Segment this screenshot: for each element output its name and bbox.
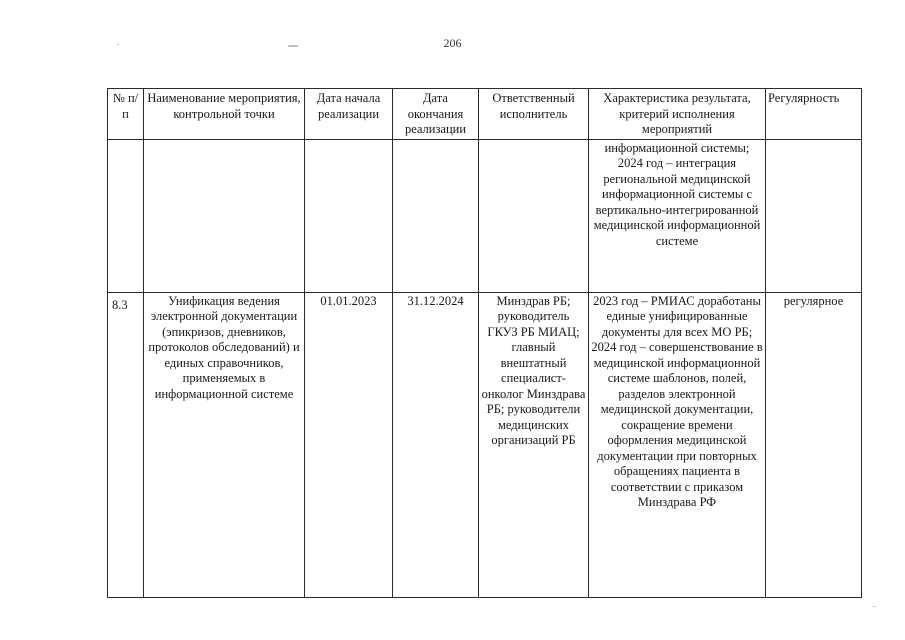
scan-speck <box>117 44 119 45</box>
table-header-row <box>108 89 862 140</box>
table-row <box>108 292 862 597</box>
cell-responsible: Минздрав РБ; руководитель ГКУЗ РБ МИАЦ; главный внештатный специалист-онколог Минздрава РБ; руководители медицинских организаций РБ <box>479 292 589 597</box>
cell-num <box>108 139 144 292</box>
cell-name <box>144 139 305 292</box>
header-result: Характеристика результата, критерий исполнения мероприятий <box>589 89 766 140</box>
cell-result: информационной системы; 2024 год – интеграция региональной медицинской информационной системы с вертикально-интегрированной медицинской информационной системе <box>589 139 766 292</box>
cell-regularity <box>766 139 862 292</box>
header-regularity: Регулярность <box>766 89 862 140</box>
cell-num: 8.3 <box>108 292 144 597</box>
page-number: 206 <box>443 36 462 50</box>
activities-table <box>107 88 862 598</box>
header-responsible: Ответственный исполнитель <box>479 89 589 140</box>
header-start-date: Дата начала реализации <box>305 89 393 140</box>
cell-end-date <box>393 139 479 292</box>
header-num: № п/п <box>108 89 144 140</box>
cell-end-date: 31.12.2024 <box>393 292 479 597</box>
cell-start-date: 01.01.2023 <box>305 292 393 597</box>
cell-responsible <box>479 139 589 292</box>
table-row <box>108 139 862 292</box>
cell-name: Унификация ведения электронной документации (эпикризов, дневников, протоколов обследований) и единых справочников, применяемых в информационной системе <box>144 292 305 597</box>
scan-speck <box>873 606 876 607</box>
header-end-date: Дата окончания реализации <box>393 89 479 140</box>
cell-start-date <box>305 139 393 292</box>
header-name: Наименование мероприятия, контрольной точки <box>144 89 305 140</box>
cell-regularity: регулярное <box>766 292 862 597</box>
scan-speck <box>288 45 298 47</box>
cell-result: 2023 год – РМИАС доработаны единые унифицированные документы для всех МО РБ; 2024 год – совершенствование в медицинской информационной системе шаблонов, полей, разделов электронной медицинской документации, сокращение времени оформления медицинской документации при повторных обращениях пациента в соответствии с приказом Минздрава РФ <box>589 292 766 597</box>
